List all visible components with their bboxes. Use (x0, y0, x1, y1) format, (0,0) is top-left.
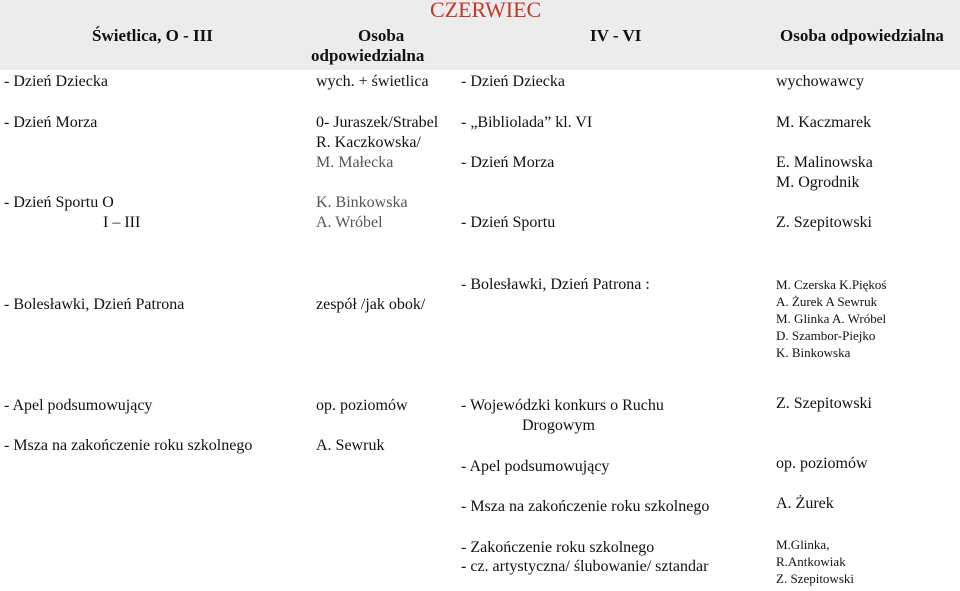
cell-r4-c1-line2: - Msza na zakończenie roku szkolnego (4, 437, 253, 454)
cell-r4-c3-line6: - cz. artystyczna/ ślubowanie/ sztandar (461, 558, 709, 575)
cell-r2-c3-line3: - Dzień Sportu (461, 214, 556, 231)
cell-r2-c4-line2: E. Malinowska (776, 154, 873, 171)
cell-r1-c4: wychowawcy (776, 73, 864, 90)
cell-r2-c3-line2: - Dzień Morza (461, 154, 555, 171)
cell-r2-c3-line1: - „Bibliolada” kl. VI (461, 114, 593, 131)
cell-r4-c3-line2: Drogowym (522, 417, 595, 434)
cell-r2-c2-line3: M. Małecka (316, 154, 394, 171)
cell-r3-c3: - Bolesławki, Dzień Patrona : (461, 276, 650, 293)
cell-r4-c3-line1: - Wojewódzki konkurs o Ruchu (461, 397, 664, 414)
cell-r2-c4-line1: M. Kaczmarek (776, 114, 872, 131)
cell-r4-c4-line1: Z. Szepitowski (776, 395, 872, 412)
cell-r2-c4-line3: M. Ogrodnik (776, 174, 860, 191)
cell-r3-c2: zespół /jak obok/ (316, 296, 426, 313)
cell-r2-c2-line5: A. Wróbel (316, 214, 383, 231)
cell-r2-c1-morza: - Dzień Morza (4, 114, 98, 131)
cell-r4-c1-line1: - Apel podsumowujący (4, 397, 153, 414)
cell-r4-c4-line2: op. poziomów (776, 455, 868, 472)
cell-r1-c1: - Dzień Dziecka (4, 73, 108, 90)
cell-r4-c2-line2: A. Sewruk (316, 437, 385, 454)
cell-r4-c4-line6: Z. Szepitowski (776, 571, 854, 586)
cell-r2-c2-line2: R. Kaczkowska/ (316, 134, 421, 151)
cell-r4-c3-line3: - Apel podsumowujący (461, 458, 610, 475)
cell-r4-c4-line4: M.Glinka, (776, 537, 830, 552)
cell-r1-c3: - Dzień Dziecka (461, 73, 565, 90)
header-col-osoba-2: Osoba odpowiedzialna (780, 26, 944, 45)
cell-r4-c4-line5: R.Antkowiak (776, 554, 846, 569)
cell-r2-c2-line1: 0- Juraszek/Strabel (316, 114, 439, 131)
header-col-osoba-1a: Osoba (358, 26, 405, 45)
cell-r3-c4-line2: A. Żurek A Sewruk (776, 294, 878, 309)
cell-r3-c4-line3: M. Glinka A. Wróbel (776, 311, 887, 326)
cell-r4-c4-line3: A. Żurek (776, 495, 834, 512)
header-col-swietlica: Świetlica, O - III (92, 26, 213, 45)
cell-r4-c3-line5: - Zakończenie roku szkolnego (461, 539, 655, 556)
cell-r3-c1: - Bolesławki, Dzień Patrona (4, 296, 185, 313)
cell-r3-c4-line1: M. Czerska K.Piękoś (776, 277, 887, 292)
header-col-iv-vi: IV - VI (590, 26, 642, 45)
cell-r4-c3-line4: - Msza na zakończenie roku szkolnego (461, 498, 710, 515)
cell-r2-c1-klasy: I – III (103, 214, 141, 231)
page-title: CZERWIEC (430, 0, 542, 22)
cell-r2-c1-sportu: - Dzień Sportu O (4, 194, 114, 211)
cell-r1-c2: wych. + świetlica (316, 73, 429, 90)
header-col-osoba-1b: odpowiedzialna (311, 46, 425, 65)
cell-r2-c2-line4: K. Binkowska (316, 194, 408, 211)
cell-r4-c2-line1: op. poziomów (316, 397, 408, 414)
cell-r3-c4-line5: K. Binkowska (776, 345, 851, 360)
cell-r2-c4-line4: Z. Szepitowski (776, 214, 872, 231)
cell-r3-c4-line4: D. Szambor-Piejko (776, 328, 876, 343)
